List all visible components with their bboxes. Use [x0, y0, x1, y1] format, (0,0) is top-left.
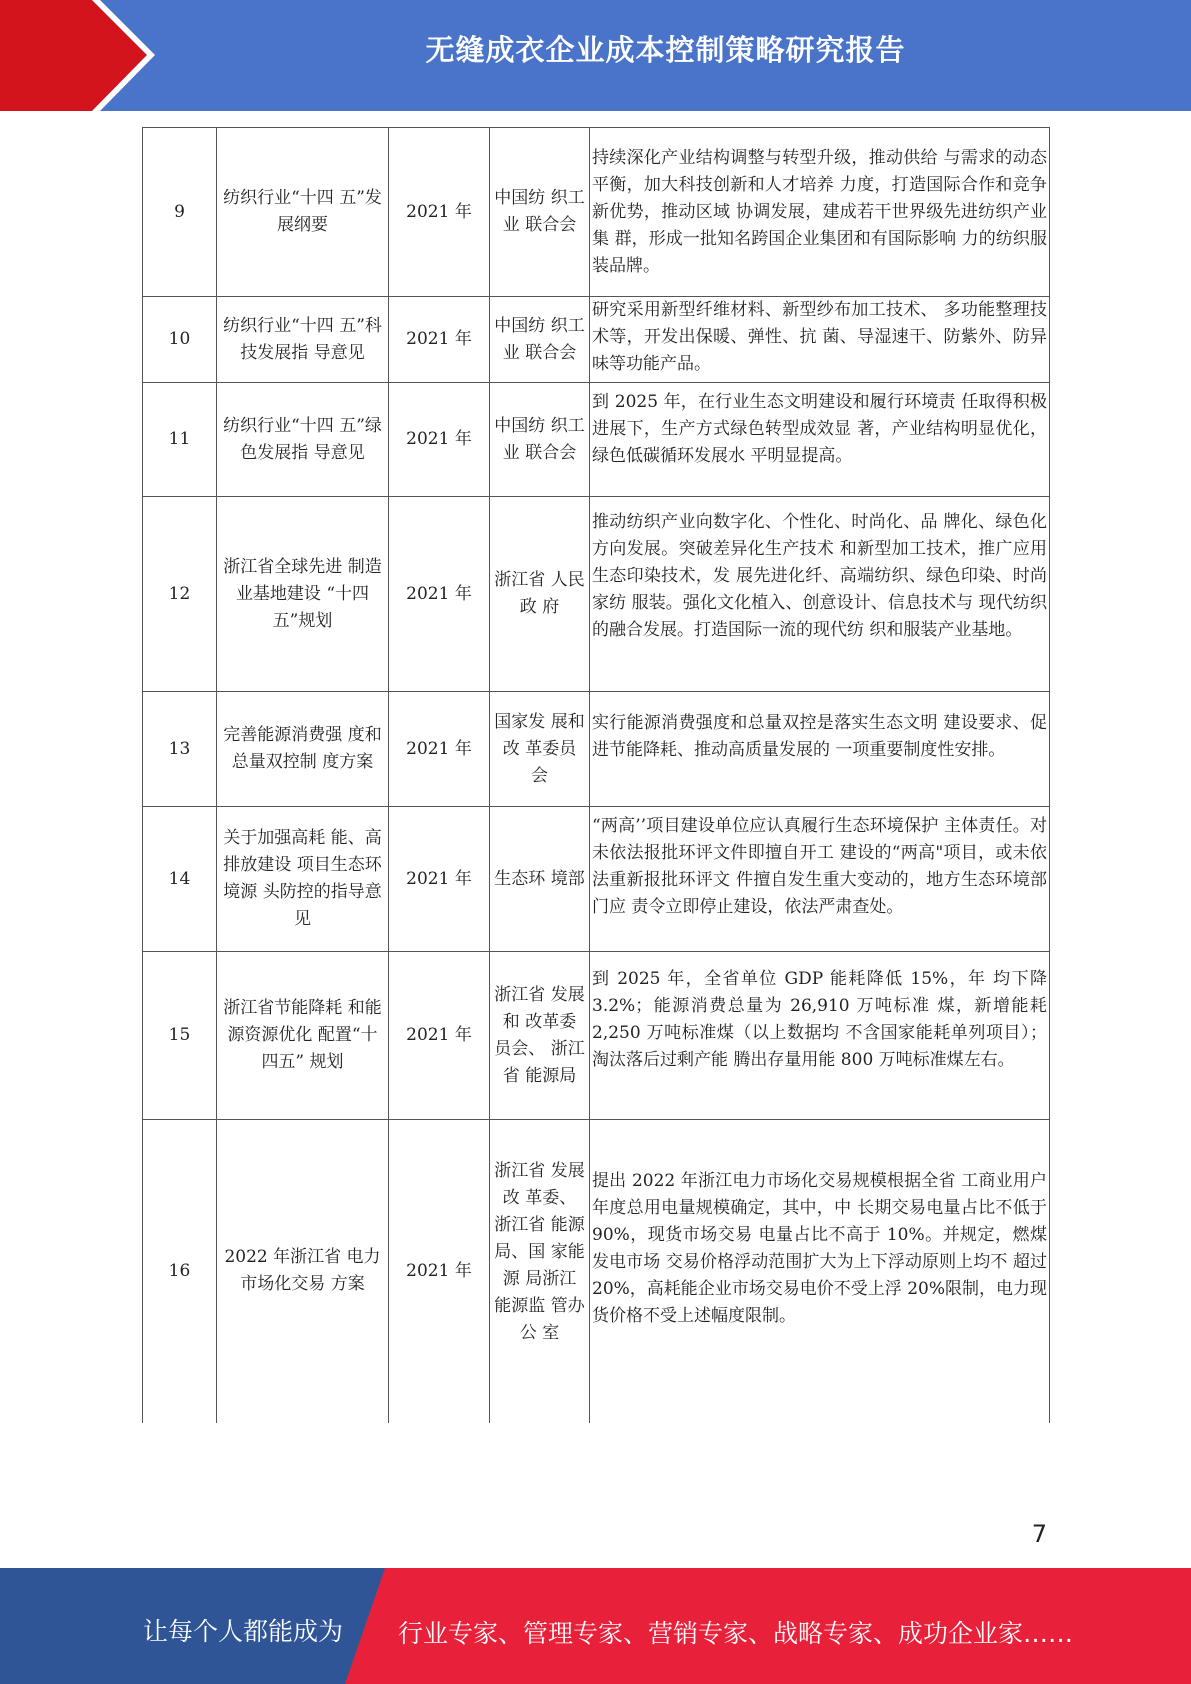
row-number: 15 [143, 952, 217, 1120]
policy-name: 纺织行业“十四 五”绿色发展指 导意见 [217, 383, 389, 497]
policy-description: 推动纺织产业向数字化、个性化、时尚化、品 牌化、绿色化方向发展。突破差异化生产技术 和新型加工技术，推广应用生态印染技术，发 展先进化纤、高端纺织、绿色印染、时尚家纺 服装。强化文化植入、创意设计、信息技术与 现代纺织的融合发展。打造国际一流的现代纺 织和服装产业基地。 [590, 497, 1050, 692]
footer-slogan-right: 行业专家、管理专家、营销专家、战略专家、成功企业家…… [398, 1619, 1074, 1648]
policy-description: 到 2025 年，在行业生态文明建设和履行环境责 任取得积极进展下，生产方式绿色转型成效显 著，产业结构明显优化，绿色低碳循环发展水 平明显提高。 [590, 383, 1050, 497]
policy-name: 关于加强高耗 能、高排放建设 项目生态环境源 头防控的指导意 见 [217, 807, 389, 952]
table-row [143, 383, 1050, 497]
issuing-organization: 浙江省 人民政 府 [490, 497, 590, 692]
row-number: 13 [143, 692, 217, 807]
policy-name: 浙江省节能降耗 和能源资源优化 配置“十四五” 规划 [217, 952, 389, 1120]
table-row [143, 1120, 1050, 1423]
policy-year: 2021 年 [389, 952, 490, 1120]
policy-table [142, 127, 1050, 1423]
table-row [143, 807, 1050, 952]
page-header [0, 0, 1191, 111]
issuing-organization: 中国纺 织工业 联合会 [490, 383, 590, 497]
table-row [143, 297, 1050, 383]
policy-description: 持续深化产业结构调整与转型升级，推动供给 与需求的动态平衡，加大科技创新和人才培养 力度，打造国际合作和竞争新优势，推动区域 协调发展，建成若干世界级先进纺织产业集 群，形成一批知名跨国企业集团和有国际影响 力的纺织服装品牌。 [590, 128, 1050, 297]
policy-name: 2022 年浙江省 电力市场化交易 方案 [217, 1120, 389, 1423]
policy-year: 2021 年 [389, 297, 490, 383]
issuing-organization: 中国纺 织工业 联合会 [490, 297, 590, 383]
table-row [143, 128, 1050, 297]
table-row [143, 952, 1050, 1120]
policy-year: 2021 年 [389, 497, 490, 692]
policy-year: 2021 年 [389, 692, 490, 807]
header-arrow-decoration [0, 0, 160, 111]
page-number: 7 [1031, 1520, 1047, 1548]
policy-name: 完善能源消费强 度和总量双控制 度方案 [217, 692, 389, 807]
row-number: 12 [143, 497, 217, 692]
policy-name: 纺织行业“十四 五”发展纲要 [217, 128, 389, 297]
row-number: 9 [143, 128, 217, 297]
policy-description: 提出 2022 年浙江电力市场化交易规模根据全省 工商业用户年度总用电量规模确定，其中，中 长期交易电量占比不低于 90%，现货市场交易 电量占比不高于 10%。并规定，燃煤发电市场 交易价格浮动范围扩大为上下浮动原则上均不 超过 20%，高耗能企业市场交易电价不受上浮 20%限制，电力现货价格不受上述幅度限制。 [590, 1120, 1050, 1423]
table-row [143, 692, 1050, 807]
issuing-organization: 生态环 境部 [490, 807, 590, 952]
issuing-organization: 浙江省 发展改 革委、 浙江省 能源局、国 家能源 局浙江 能源监 管办公 室 [490, 1120, 590, 1423]
row-number: 10 [143, 297, 217, 383]
policy-year: 2021 年 [389, 807, 490, 952]
policy-description: 实行能源消费强度和总量双控是落实生态文明 建设要求、促进节能降耗、推动高质量发展的 一项重要制度性安排。 [590, 692, 1050, 807]
page-footer [0, 1568, 1191, 1684]
policy-year: 2021 年 [389, 128, 490, 297]
issuing-organization: 中国纺 织工业 联合会 [490, 128, 590, 297]
policy-year: 2021 年 [389, 1120, 490, 1423]
row-number: 14 [143, 807, 217, 952]
document-title: 无缝成衣企业成本控制策略研究报告 [425, 33, 906, 67]
table-row [143, 497, 1050, 692]
row-number: 11 [143, 383, 217, 497]
policy-description: 到 2025 年，全省单位 GDP 能耗降低 15%，年 均下降 3.2%；能源消费总量为 26,910 万吨标准 煤，新增能耗 2,250 万吨标准煤（以上数据均 不含国家能耗单列项目）；淘汰落后过剩产能 腾出存量用能 800 万吨标准煤左右。 [590, 952, 1050, 1120]
row-number: 16 [143, 1120, 217, 1423]
issuing-organization: 国家发 展和改 革委员 会 [490, 692, 590, 807]
policy-year: 2021 年 [389, 383, 490, 497]
policy-description: “两高’’项目建设单位应认真履行生态环境保护 主体责任。对未依法报批环评文件即擅自开工 建设的“两高"项目，或未依法重新报批环评文 件擅自发生重大变动的，地方生态环境部门应 责令立即停止建设，依法严肃查处。 [590, 807, 1050, 952]
policy-name: 纺织行业“十四 五”科技发展指 导意见 [217, 297, 389, 383]
issuing-organization: 浙江省 发展和 改革委 员会、 浙江省 能源局 [490, 952, 590, 1120]
policy-description: 研究采用新型纤维材料、新型纱布加工技术、 多功能整理技术等，开发出保暖、弹性、抗 菌、导湿速干、防紫外、防异味等功能产品。 [590, 297, 1050, 383]
footer-slogan-left: 让每个人都能成为 [143, 1617, 344, 1646]
policy-name: 浙江省全球先进 制造业基地建设 “十四五”规划 [217, 497, 389, 692]
